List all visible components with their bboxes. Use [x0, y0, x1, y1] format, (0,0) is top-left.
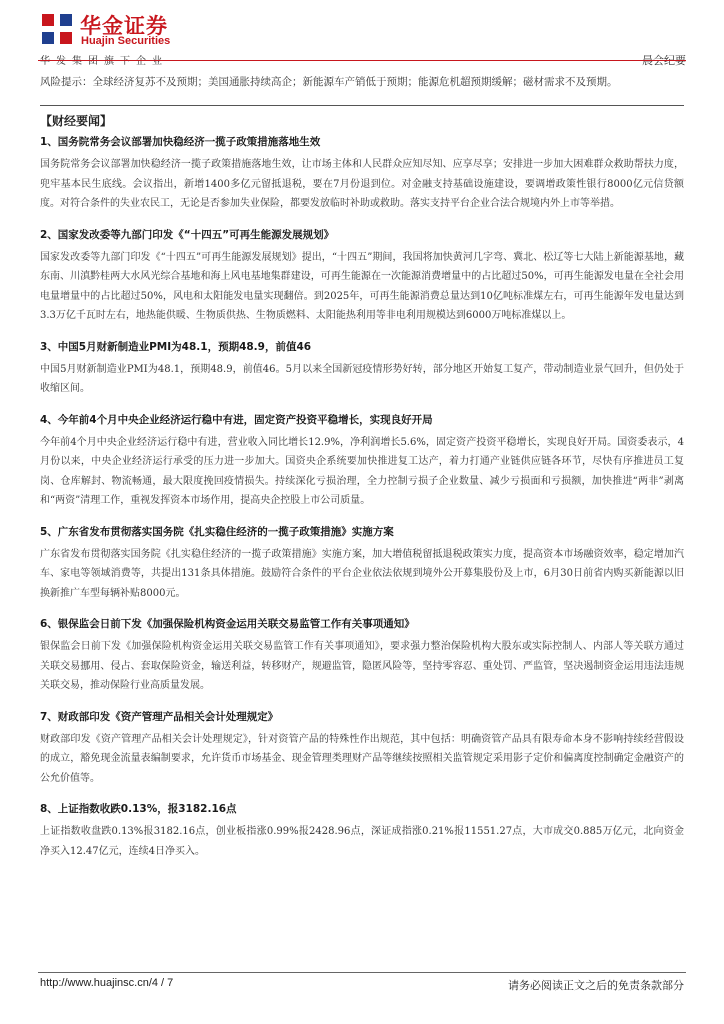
huajin-logo-icon: [40, 12, 74, 46]
news-item-title: 3、中国5月财新制造业PMI为48.1，预期48.9，前值46: [40, 340, 312, 353]
footer-url-page[interactable]: http://www.huajinsc.cn/4 / 7: [40, 977, 174, 989]
news-item-body: 上证指数收盘跌0.13%报3182.16点，创业板指涨0.99%报2428.96点，深证成指涨0.21%报11551.27点，大市成交0.885万亿元，北向资金净买入12.47亿元，连续4日净买入。: [40, 826, 684, 857]
news-item-title: 7、财政部印发《资产管理产品相关会计处理规定》: [40, 710, 279, 723]
news-item-title: 4、今年前4个月中央企业经济运行稳中有进，固定资产投资平稳增长，实现良好开局: [40, 413, 433, 426]
news-item: [40, 133, 684, 214]
footer-divider: [38, 972, 686, 973]
news-item: [40, 338, 684, 399]
news-item: [40, 615, 684, 696]
document-type: 晨会纪要: [642, 54, 686, 67]
news-item-title: 6、银保监会日前下发《加强保险机构资金运用关联交易监管工作有关事项通知》: [40, 618, 415, 630]
brand-subtitle: 华发集团旗下企业: [40, 56, 168, 67]
news-item-body: 中国5月财新制造业PMI为48.1，预期48.9，前值46。5月以来全国新冠疫情形势好转，部分地区开始复工复产，带动制造业景气回升，但仍处于收缩区间。: [40, 363, 684, 394]
news-item-title: 2、国家发改委等九部门印发《“十四五”可再生能源发展规划》: [40, 228, 335, 241]
news-item: [40, 708, 684, 789]
header-divider: [38, 60, 686, 61]
news-item: [40, 800, 684, 861]
section-divider: [40, 105, 684, 106]
footer-disclaimer: 请务必阅读正文之后的免责条款部分: [508, 979, 684, 992]
news-item-title: 5、广东省发布贯彻落实国务院《扎实稳住经济的一揽子政策措施》实施方案: [40, 525, 394, 538]
news-item: [40, 523, 684, 604]
news-item-body: 国家发改委等九部门印发《“十四五”可再生能源发展规划》提出，“十四五”期间，我国将加快黄河几字弯、冀北、松辽等七大陆上新能源基地，藏东南、川滇黔桂两大水风光综合基地和海上风电基地集群建设，可再生能源在一次能源消费增量中的占比超过50%，可再生能源发电量在全社会用电量增量中的占比超过50%，风电和太阳能发电量实现翻倍。到2025年，可再生能源消费总量达到10亿吨标准煤左右，可再生能源年发电量达到3.3万亿千瓦时左右，地热能供暖、生物质供热、生物质燃料、太阳能热利用等非电利用规模达到6000万吨标准煤以上。: [40, 251, 684, 321]
news-item-title: 1、国务院常务会议部署加快稳经济一揽子政策措施落地生效: [40, 136, 321, 148]
risk-warning: 风险提示：全球经济复苏不及预期；美国通胀持续高企；新能源车产销低于预期；能源危机超预期缓解；磁材需求不及预期。: [40, 76, 618, 88]
news-item-body: 财政部印发《资产管理产品相关会计处理规定》，针对资管产品的特殊性作出规范，其中包括：明确资管产品具有限寿命本身不影响持续经营假设的成立，豁免现金流量表编制要求，允许货币市场基金、现金管理类理财产品等继续按照相关监管规定采用影子定价和偏离度控制确定金融资产的公允价值等。: [40, 733, 684, 784]
news-item: [40, 411, 684, 511]
main-content: [40, 73, 684, 873]
brand-name-en: Huajin Securities: [81, 35, 171, 47]
news-item-body: 银保监会日前下发《加强保险机构资金运用关联交易监管工作有关事项通知》，要求强力整治保险机构大股东或实际控制人、内部人等关联方通过关联交易挪用、侵占、套取保险资金，输送利益，转移财产，规避监管，隐匿风险等，坚持零容忍、重处罚、严监管，坚决遏制资金运用违法违规关联交易，推动保险行业高质量发展。: [40, 641, 684, 691]
brand-name-cn: 华金证券: [80, 14, 168, 38]
section-title: 【财经要闻】: [40, 114, 113, 128]
news-item-body: 今年前4个月中央企业经济运行稳中有进，营业收入同比增长12.9%，净利润增长5.6%，固定资产投资平稳增长，实现良好开局。国资委表示，4月份以来，中央企业经济运行承受的压力进一步加大。国资央企系统要加快推进复工达产，着力打通产业链供应链各环节，尽快有序推进员工复岗、仓库解封、物流畅通，最大限度挽回疫情损失。持续深化亏损治理，全力控制亏损子企业数量、减少亏损面和亏损额，加快推进“两非”剥离和“两资”清理工作，重视发挥资本市场作用，提高央企控股上市公司质量。: [40, 436, 684, 506]
news-item: [40, 226, 684, 326]
news-item-body: 国务院常务会议部署加快稳经济一揽子政策措施落地生效，让市场主体和人民群众应知尽知、应享尽享；安排进一步加大困难群众救助帮扶力度，兜牢基本民生底线。会议指出，新增1400多亿元留抵退税，要在7月份退到位。对金融支持基础设施建设，要调增政策性银行8000亿元信贷额度。对符合条件的失业农民工，无论是否参加失业保险，都要发放临时补助或救助。落实支持平台企业合法合规境内外上市等举措。: [40, 159, 684, 209]
news-item-title: 8、上证指数收跌0.13%，报3182.16点: [40, 803, 237, 815]
news-item-body: 广东省发布贯彻落实国务院《扎实稳住经济的一揽子政策措施》实施方案，加大增值税留抵退税政策实力度，提高资本市场融资效率，稳定增加汽车、家电等领域消费等，共提出131条具体措施。鼓励符合条件的平台企业依法依规到境外公开募集股份及上市，6月30日前省内购买新能源以旧换新推广车型每辆补贴8000元。: [40, 548, 684, 599]
page-header: [38, 8, 686, 67]
